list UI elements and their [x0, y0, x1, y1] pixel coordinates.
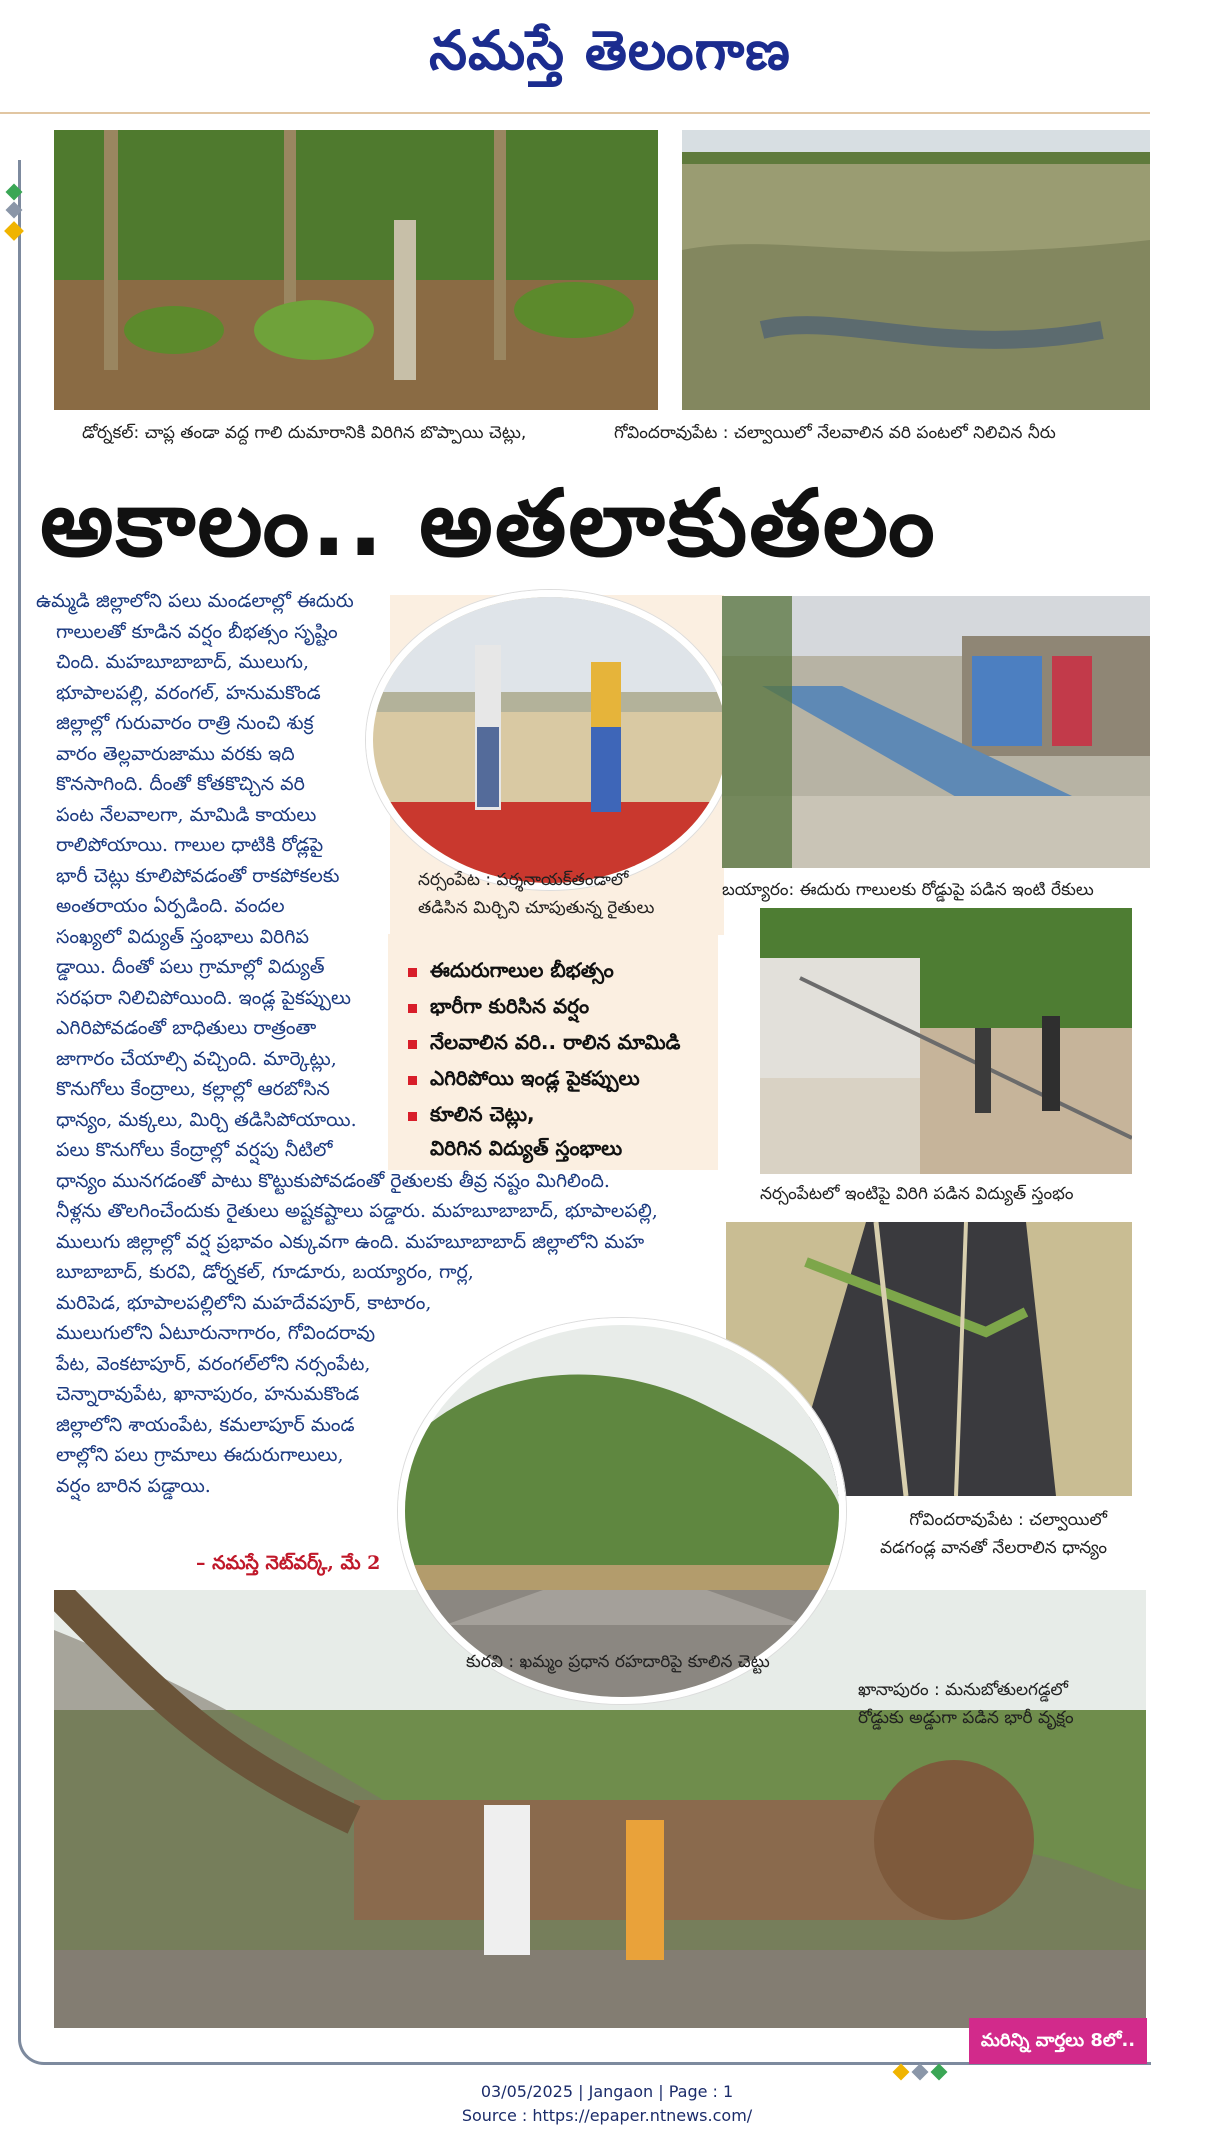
page-footer	[0, 2080, 1214, 2128]
article-line: ఎగిరిపోవడంతో బాధితులు రాత్రంతా	[56, 1017, 317, 1039]
caption-dornakal: డోర్నకల్: చాప్ల తండా వద్ద గాలి దుమారానికి విరిగిన బొప్పాయి చెట్లు,	[82, 423, 527, 443]
article-line: భారీ చెట్లు కూలిపోవడంతో రాకపోకలకు	[56, 864, 340, 887]
article-line: కొనసాగింది. దీంతో కోతకొచ్చిన వరి	[56, 773, 305, 795]
article-line: జిల్లాల్లో గురువారం రాత్రి నుంచి శుక్ర	[56, 712, 314, 734]
article-line: వారం తెల్లవారుజాము వరకు ఇది	[56, 742, 295, 765]
article-line: ఉమ్మడి జిల్లాలోని పలు మండలాల్లో ఈదురు	[36, 590, 354, 612]
highlights-box: ఈదురుగాలుల బీభత్సం భారీగా కురిసిన వర్షం నేలవాలిన వరి.. రాలిన మామిడి ఎగిరిపోయి ఇండ్ల పైకప్పులు కూలిన చెట్లు, విరిగిన విద్యుత్ స్తంభాలు	[388, 934, 718, 1170]
article-line: సరఫరా నిలిచిపోయింది. ఇండ్ల పైకప్పులు	[56, 986, 352, 1009]
caption-chalvai-paddy: గోవిందరావుపేట : చల్వాయిలో నేలవాలిన వరి పంటలో నిలిచిన నీరు	[614, 423, 1056, 443]
red-bullet-icon	[408, 1004, 417, 1013]
red-bullet-icon	[408, 1112, 417, 1121]
caption-kuravi: కురవి : ఖమ్మం ప్రధాన రహదారిపై కూలిన చెట్టు	[466, 1652, 770, 1672]
article-line: అంతరాయం ఏర్పడింది. వందల	[56, 895, 285, 917]
more-news-link[interactable]: మరిన్ని వార్తలు 8లో..	[969, 2018, 1147, 2064]
roof-sheets-photo	[722, 596, 1150, 868]
caption-line: ఖానాపురం : మనుబోతులగడ్డలో	[858, 1680, 1069, 1700]
article-line: పంట నేలవాలగా, మామిడి కాయలు	[56, 803, 317, 826]
article-line: పేట, వెంకటాపూర్, వరంగల్‌లోని నర్సంపేట,	[56, 1352, 371, 1375]
article-line: పలు కొనుగోలు కేంద్రాల్లో వర్షపు నీటిలో	[56, 1139, 333, 1161]
article-line: లాల్లోని పలు గ్రామాలు ఈదురుగాలులు,	[56, 1444, 344, 1466]
masthead-rule	[0, 112, 1150, 114]
red-bullet-icon	[408, 968, 417, 977]
article-line: చింది. మహబూబాబాద్, ములుగు,	[56, 651, 309, 673]
caption-chalvai-grain	[880, 1506, 1107, 1562]
article-line: మరిపెడ, భూపాలపల్లిలోని మహదేవపూర్, కాటారం,	[56, 1291, 432, 1314]
farmers-chilli-photo	[366, 590, 734, 890]
article-line: గాలులతో కూడిన వర్షం బీభత్సం సృష్టిం	[56, 620, 338, 643]
article-line: ధాన్యం, మక్కలు, మిర్చి తడిసిపోయాయి.	[56, 1108, 357, 1131]
red-bullet-icon	[408, 1076, 417, 1085]
article-byline: – నమస్తే నెట్‌వర్క్, మే 2	[196, 1552, 381, 1574]
article-line: చెన్నారావుపేట, ఖానాపురం, హనుమకొండ	[56, 1383, 360, 1405]
article-line: నీళ్లను తొలగించేందుకు రైతులు అష్టకష్టాలు పడ్డారు. మహబూబాబాద్, భూపాలపల్లి,	[56, 1200, 658, 1222]
caption-bayyaram: బయ్యారం: ఈదురు గాలులకు రోడ్డుపై పడిన ఇంటి రేకులు	[722, 880, 1094, 900]
article-line: జిల్లాలోని శాయంపేట, కమలాపూర్ మండ	[56, 1413, 355, 1436]
article-line: వర్షం బారిన పడ్డాయి.	[56, 1474, 211, 1497]
article-line: భూపాలపల్లి, వరంగల్, హనుమకొండ	[56, 681, 321, 704]
article-line: జాగారం చేయాల్సి వచ్చింది. మార్కెట్లు,	[56, 1047, 337, 1070]
caption-line: రోడ్డుకు అడ్డుగా పడిన భారీ వృక్షం	[858, 1708, 1074, 1728]
article-line: ధాన్యం మునగడంతో పాటు కొట్టుకుపోవడంతో రైతులకు తీవ్ర నష్టం మిగిలింది.	[56, 1169, 610, 1192]
article-line: డ్డాయి. దీంతో పలు గ్రామాల్లో విద్యుత్	[56, 956, 325, 978]
source-url[interactable]: Source : https://epaper.ntnews.com/	[461, 2106, 753, 2125]
caption-line: గోవిందరావుపేట : చల్వాయిలో	[909, 1510, 1108, 1530]
article-line: సంఖ్యలో విద్యుత్ స్తంభాలు విరిగిప	[56, 925, 309, 948]
newspaper-logo: నమస్తే తెలంగాణ	[429, 18, 791, 82]
grey-diamond-icon	[912, 2064, 929, 2081]
caption-narsampet-pole: నర్సంపేటలో ఇంటిపై విరిగి పడిన విద్యుత్ స్తంభం	[760, 1184, 1074, 1204]
green-diamond-icon	[931, 2064, 948, 2081]
caption-khanapuram	[858, 1676, 1074, 1732]
article-line: ములుగు జిల్లాల్లో వర్ష ప్రభావం ఎక్కువగా ఉంది. మహబూబాబాద్ జిల్లాలోని మహ	[56, 1230, 645, 1253]
kuravi-tree-photo	[398, 1318, 846, 1704]
fallen-pole-photo	[760, 908, 1132, 1174]
masthead	[0, 0, 1214, 112]
article-line: ములుగులోని ఏటూరునాగారం, గోవిందరావు	[56, 1322, 376, 1344]
article-line: కొనుగోలు కేంద్రాలు, కల్లాల్లో ఆరబోసిన	[56, 1078, 330, 1100]
caption-line: నర్సంపేట : పర్శనాయక్‌తండాలో	[418, 870, 629, 890]
yellow-diamond-icon	[893, 2064, 910, 2081]
edition-info: 03/05/2025 | Jangaon | Page : 1	[480, 2082, 734, 2101]
papaya-trees-photo	[54, 130, 658, 410]
article-line: బూబాబాద్, కురవి, డోర్నకల్, గూడూరు, బయ్యారం, గార్ల,	[56, 1261, 474, 1283]
headline: అకాలం.. అతలాకుతలం	[40, 470, 937, 577]
caption-line: తడిసిన మిర్చిని చూపుతున్న రైతులు	[418, 898, 655, 918]
red-bullet-icon	[408, 1040, 417, 1049]
caption-narsampet-chilli	[418, 866, 654, 922]
caption-line: వడగండ్ల వానతో నేలరాలిన ధాన్యం	[880, 1538, 1108, 1558]
article-line: రాలిపోయాయి. గాలుల ధాటికి రోడ్లపై	[56, 834, 324, 856]
flattened-paddy-photo	[682, 130, 1150, 410]
